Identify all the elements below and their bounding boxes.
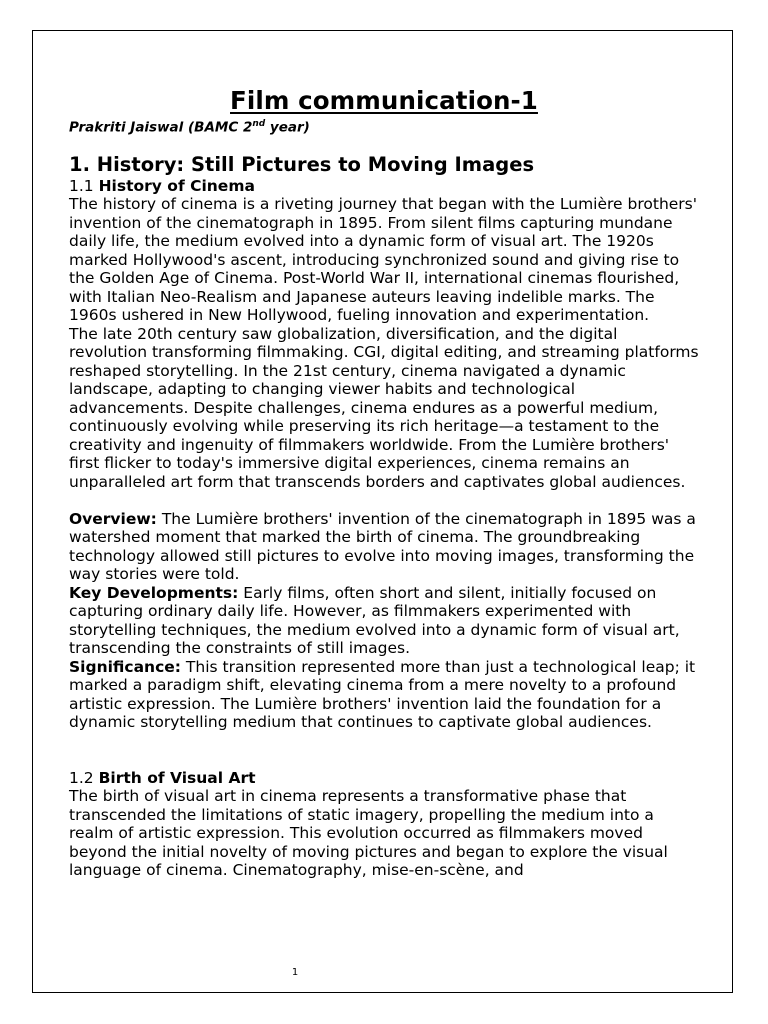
subsection-title: Birth of Visual Art [98,768,256,787]
page-number: 1 [291,967,299,978]
significance-text: This transition represented more than just a technological leap; it marked a paradigm shift, elevating cinema from a mere novelty to a profound artistic expression. The Lumière brothers' invention laid the foundation for a dynamic storytelling medium that continues to captivate global audiences. [69,657,696,731]
document-title: Film communication-1 [230,86,538,115]
subsection-number: 1.2 [69,768,99,787]
visual-art-paragraph: The birth of visual art in cinema represents a transformative phase that transcended the limitations of static imagery, propelling the medium into a realm of artistic expression. This evolution occurred as filmmakers moved beyond the initial novelty of moving pictures and began to explore the visual language of cinema. Cinematography, mise-en-scène, and [69,787,668,879]
author-name: Prakriti Jaiswal (BAMC 2 [69,119,253,136]
document-body [69,86,699,880]
subsection-title: History of Cinema [98,176,255,195]
overview-label: Overview: [69,509,157,528]
key-developments-paragraph [69,584,699,658]
author-line [69,116,699,137]
author-suffix: year) [265,119,310,136]
overview-paragraph [69,510,699,584]
subsection-number: 1.1 [69,176,99,195]
spacer [69,732,699,769]
spacer [69,491,699,510]
author-superscript: nd [252,119,266,129]
significance-paragraph [69,658,699,732]
key-developments-text: Early films, often short and silent, initially focused on capturing ordinary daily life. However, as filmmakers experimented with storytelling techniques, the medium evolved into a dynamic form of visual art, transcending the constraints of still images. [69,583,680,657]
history-paragraph-1: The history of cinema is a riveting journey that began with the Lumière brothers' invention of the cinematograph in 1895. From silent films capturing mundane daily life, the medium evolved into a dynamic form of visual art. The 1920s marked Hollywood's ascent, introducing synchronized sound and giving rise to the Golden Age of Cinema. Post-World War II, international cinemas flourished, with Italian Neo-Realism and Japanese auteurs leaving indelible marks. The 1960s ushered in New Hollywood, fueling innovation and experimentation. [69,195,698,324]
section-heading: 1. History: Still Pictures to Moving Images [69,152,535,176]
history-paragraph-2: The late 20th century saw globalization, diversification, and the digital revolution transforming filmmaking. CGI, digital editing, and streaming platforms reshaped storytelling. In the 21st century, cinema navigated a dynamic landscape, adapting to changing viewer habits and technological advancements. Despite challenges, cinema endures as a powerful medium, continuously evolving while preserving its rich heritage—a testament to the creativity and ingenuity of filmmakers worldwide. From the Lumière brothers' first flicker to today's immersive digital experiences, cinema remains an unparalleled art form that transcends borders and captivates global audiences. [69,324,699,491]
significance-label: Significance: [69,657,181,676]
subsection-heading-1-1 [69,177,699,196]
subsection-heading-1-2 [69,769,699,788]
key-developments-label: Key Developments: [69,583,239,602]
overview-text: The Lumière brothers' invention of the cinematograph in 1895 was a watershed moment that marked the birth of cinema. The groundbreaking technology allowed still pictures to evolve into moving images, transforming the way stories were told. [69,509,696,583]
